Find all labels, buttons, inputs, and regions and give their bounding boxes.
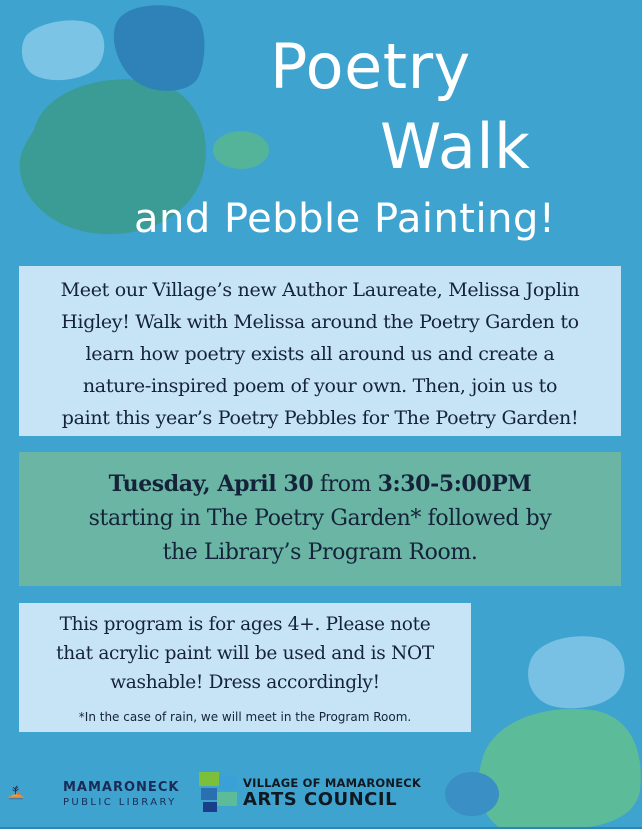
intro-line: Meet our Village’s new Author Laureate, Melissa Joplin [60,279,580,301]
title-poetry: Poetry [270,30,471,103]
pebble-light-blue [16,16,108,84]
note-line: This program is for ages 4+. Please note [59,614,431,635]
arts-council-logo-icon [197,770,241,814]
intro-line: learn how poetry exists all around us and create a [85,343,555,365]
arts-council-village: VILLAGE OF MAMARONECK [243,776,422,790]
event-location-line: the Library’s Program Room. [162,540,478,565]
event-details-box [19,452,621,586]
arts-council-name: ARTS COUNCIL [243,789,398,810]
event-from: from [319,472,372,497]
age-note-box [19,603,471,732]
library-subtitle: PUBLIC LIBRARY [63,797,177,808]
library-logo-icon [8,768,64,818]
event-date: Tuesday, April 30 [108,471,314,497]
library-name: MAMARONECK [63,780,180,795]
pebble-dark-blue [110,2,210,94]
pebble-small-green [212,130,270,170]
rain-note: *In the case of rain, we will meet in the Program Room. [78,710,412,724]
intro-line: paint this year’s Poetry Pebbles for The Poetry Garden! [61,407,579,429]
title-walk: Walk [380,110,531,183]
event-date-line [27,467,613,502]
note-line: washable! Dress accordingly! [110,672,380,693]
pebble-bottom-blue [444,770,500,818]
title-pebble-painting: and Pebble Painting! [134,196,556,242]
intro-box [19,266,621,436]
intro-line: nature-inspired poem of your own. Then, join us to [82,375,558,397]
event-location-line: starting in The Poetry Garden* followed by [88,506,552,531]
event-time: 3:30-5:00PM [377,471,532,497]
intro-line: Higley! Walk with Melissa around the Poetry Garden to [61,311,579,333]
note-line: that acrylic paint will be used and is NOT [56,643,434,664]
